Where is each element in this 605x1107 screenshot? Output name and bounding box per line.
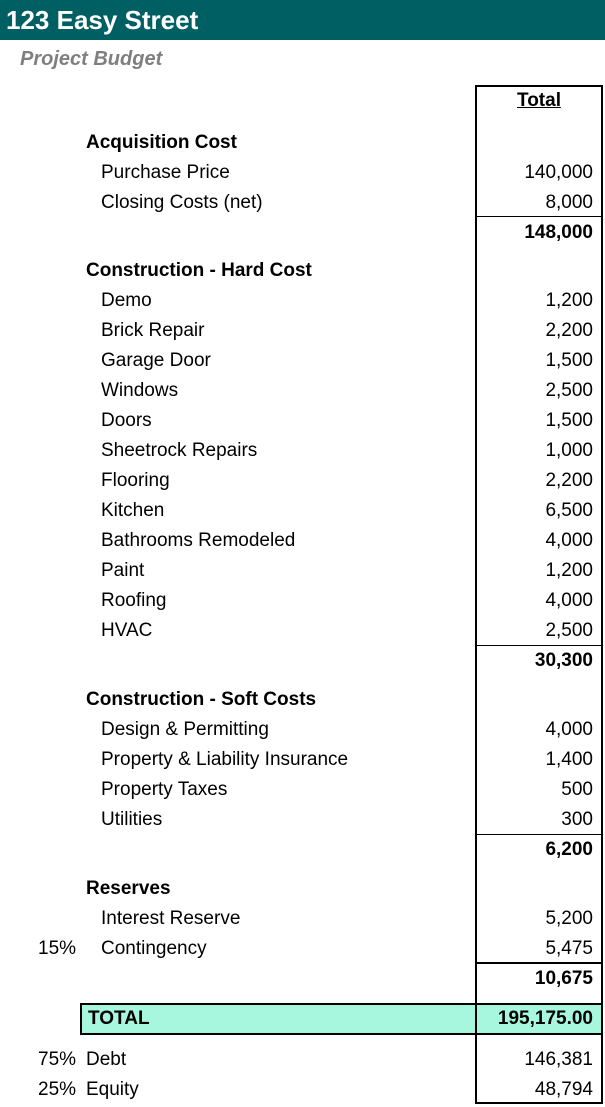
table-row: [0, 496, 605, 526]
sheet-title: 123 Easy Street: [0, 0, 605, 40]
row-label: Closing Costs (net): [101, 192, 263, 213]
total-column-header: Total: [517, 90, 561, 111]
subtotal-row: [0, 964, 605, 994]
row-value[interactable]: 2,200: [545, 320, 593, 341]
financing-row: [0, 1075, 605, 1105]
row-value[interactable]: 300: [561, 809, 593, 830]
row-label: Doors: [101, 410, 152, 431]
financing-row: [0, 1045, 605, 1075]
row-label: Design & Permitting: [101, 719, 269, 740]
row-label: HVAC: [101, 620, 153, 641]
row-label: Sheetrock Repairs: [101, 440, 258, 461]
row-value[interactable]: 5,475: [545, 938, 593, 959]
grand-total-value[interactable]: 195,175.00: [497, 1008, 593, 1029]
table-row: [0, 805, 605, 835]
row-value[interactable]: 2,500: [545, 380, 593, 401]
section-acquisition: [0, 128, 605, 158]
table-row: [0, 406, 605, 436]
subtotal-divider: [475, 216, 603, 217]
table-row: [0, 466, 605, 496]
section-heading: Construction - Hard Cost: [86, 260, 312, 281]
row-value[interactable]: 4,000: [545, 590, 593, 611]
row-value[interactable]: 1,500: [545, 350, 593, 371]
row-label: Property & Liability Insurance: [101, 749, 349, 770]
table-row: [0, 556, 605, 586]
row-label: Garage Door: [101, 350, 211, 371]
subtotal-value[interactable]: 6,200: [545, 839, 593, 860]
row-label: Windows: [101, 380, 179, 401]
table-row: [0, 586, 605, 616]
row-value[interactable]: 140,000: [524, 162, 593, 183]
row-value[interactable]: 6,500: [545, 500, 593, 521]
section-reserves: [0, 874, 605, 904]
row-label: Kitchen: [101, 500, 165, 521]
subtotal-row: [0, 646, 605, 676]
row-label: Roofing: [101, 590, 167, 611]
table-row: [0, 715, 605, 745]
table-row: [0, 346, 605, 376]
row-value[interactable]: 500: [561, 779, 593, 800]
row-value[interactable]: 1,500: [545, 410, 593, 431]
table-row: [0, 188, 605, 218]
table-row: [0, 745, 605, 775]
table-row: [0, 934, 605, 964]
equity-percent[interactable]: 25%: [38, 1079, 77, 1100]
section-heading: Reserves: [86, 878, 171, 899]
table-row: [0, 526, 605, 556]
row-label: Flooring: [101, 470, 170, 491]
table-row: [0, 158, 605, 188]
table-row: [0, 316, 605, 346]
debt-percent[interactable]: 75%: [38, 1049, 77, 1070]
row-value[interactable]: 1,400: [545, 749, 593, 770]
section-soft-costs: [0, 685, 605, 715]
row-value[interactable]: 5,200: [545, 908, 593, 929]
row-label: Utilities: [101, 809, 163, 830]
debt-label: Debt: [86, 1049, 127, 1070]
section-heading: Construction - Soft Costs: [86, 689, 317, 710]
row-value[interactable]: 1,000: [545, 440, 593, 461]
row-value[interactable]: 1,200: [545, 290, 593, 311]
grand-total-label: TOTAL: [88, 1008, 150, 1029]
subtotal-row: [0, 218, 605, 248]
row-value[interactable]: 4,000: [545, 719, 593, 740]
subtotal-value[interactable]: 10,675: [534, 968, 593, 989]
contingency-percent[interactable]: 15%: [38, 938, 77, 959]
row-value[interactable]: 8,000: [545, 192, 593, 213]
row-label: Purchase Price: [101, 162, 230, 183]
section-heading: Acquisition Cost: [86, 132, 237, 153]
table-row: [0, 286, 605, 316]
table-row: [0, 436, 605, 466]
equity-label: Equity: [86, 1079, 139, 1100]
grand-total-row: [80, 1003, 603, 1035]
table-row: [0, 775, 605, 805]
table-row: [0, 904, 605, 934]
row-label: Bathrooms Remodeled: [101, 530, 296, 551]
row-label: Interest Reserve: [101, 908, 241, 929]
row-label: Property Taxes: [101, 779, 228, 800]
row-label: Demo: [101, 290, 152, 311]
sheet-subtitle: Project Budget: [20, 48, 163, 70]
row-label: Contingency: [101, 938, 207, 959]
row-label: Brick Repair: [101, 320, 205, 341]
table-row: [0, 376, 605, 406]
row-value[interactable]: 4,000: [545, 530, 593, 551]
row-label: Paint: [101, 560, 145, 581]
subtotal-value[interactable]: 148,000: [524, 222, 593, 243]
subtotal-row: [0, 835, 605, 865]
section-hard-cost: [0, 256, 605, 286]
row-value[interactable]: 2,200: [545, 470, 593, 491]
debt-value[interactable]: 146,381: [524, 1049, 593, 1070]
table-row: [0, 616, 605, 646]
equity-value[interactable]: 48,794: [534, 1079, 593, 1100]
row-value[interactable]: 1,200: [545, 560, 593, 581]
row-value[interactable]: 2,500: [545, 620, 593, 641]
subtotal-value[interactable]: 30,300: [534, 650, 593, 671]
